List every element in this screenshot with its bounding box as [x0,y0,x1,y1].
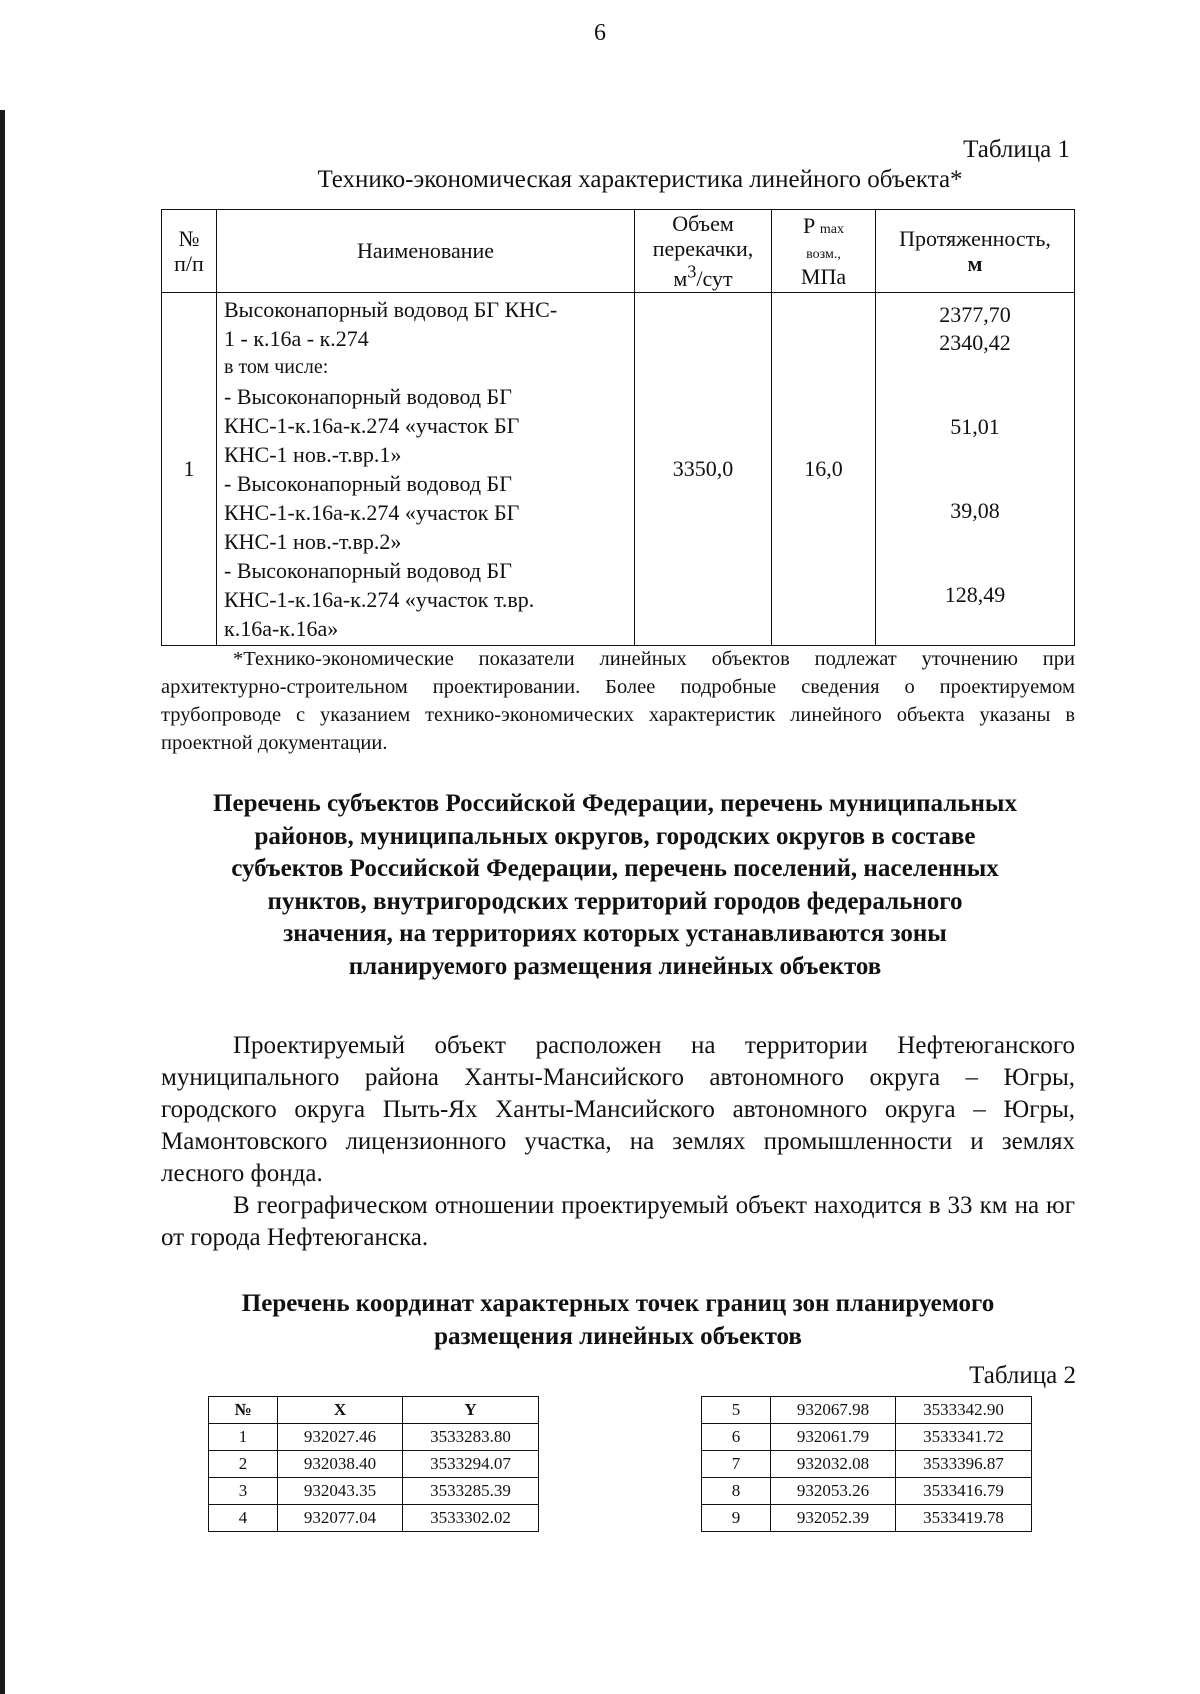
coord-num: 2 [209,1451,278,1478]
technical-table-header-row [162,210,1075,293]
coord-row [702,1397,1032,1424]
header-pressure-unit: МПа [800,263,847,289]
coord-num: 4 [209,1505,278,1532]
coord-row [209,1478,539,1505]
coord-y: 3533302.02 [403,1505,539,1532]
coord-num: 8 [702,1478,771,1505]
row-name [217,293,635,646]
header-name: Наименование [217,210,635,293]
coord-row [702,1505,1032,1532]
table1-footnote: *Технико-экономические показатели линейных объектов подлежат уточнению при архитектурно-строительном проектировании. Более подробные сведения о проектируемом трубопроводе с указанием технико-экономических характеристик линейного объекта указаны в проектной документации. [161,648,1075,754]
coordinates-table-right [701,1396,1032,1532]
section-heading-territories [150,788,1080,983]
header-length [876,210,1075,293]
row-volume: 3350,0 [635,293,772,646]
heading-line: пунктов, внутригородских территорий городов федерального [267,887,963,915]
header-num [162,210,217,293]
coord-y: 3533341.72 [896,1424,1032,1451]
name-line: - Высоконапорный водовод БГ [224,558,512,583]
technical-table-row [162,293,1075,646]
header-volume-unit [673,261,733,291]
coord-row [209,1505,539,1532]
coord-num: 3 [209,1478,278,1505]
row-lengths [876,293,1075,646]
page-number: 6 [594,20,606,46]
coord-x: 932052.39 [771,1505,896,1532]
heading-line: значения, на территориях которых устанавливаются зоны [283,920,947,947]
coord-header-row [209,1397,539,1424]
coordinates-table-left [208,1396,539,1532]
coord-header-y: Y [403,1397,539,1424]
heading-line: Перечень субъектов Российской Федерации, перечень муниципальных [213,790,1017,817]
scan-edge-bar [0,110,5,1694]
coord-row [702,1478,1032,1505]
heading-line: планируемого размещения линейных объектов [348,952,882,980]
coord-y: 3533419.78 [896,1505,1032,1532]
row-pressure: 16,0 [772,293,876,646]
header-pressure-sub: max [819,222,845,238]
coord-row [209,1451,539,1478]
coord-y: 3533283.80 [403,1424,539,1451]
coord-num: 9 [702,1505,771,1532]
coord-y: 3533396.87 [896,1451,1032,1478]
coord-x: 932032.08 [771,1451,896,1478]
length-segment-1: 51,01 [950,414,1000,439]
length-total: 2377,70 [939,302,1011,327]
header-volume-line2: перекачки, [652,236,754,262]
coord-x: 932053.26 [771,1478,896,1505]
coord-row [209,1424,539,1451]
coord-x: 932067.98 [771,1397,896,1424]
header-length-unit: м [967,251,983,276]
coord-row [702,1451,1032,1478]
coord-x: 932038.40 [278,1451,403,1478]
length-total-alt: 2340,42 [939,330,1011,355]
name-line: 1 - к.16а - к.274 [224,326,369,351]
name-line: Высоконапорный водовод БГ КНС- [224,297,558,322]
coord-header-num: № [209,1397,278,1424]
coord-num: 6 [702,1424,771,1451]
name-line: КНС-1-к.16а-к.274 «участок БГ [224,413,520,438]
coord-y: 3533342.90 [896,1397,1032,1424]
table1-title: Технико-экономическая характеристика линейного объекта* [317,166,963,193]
header-length-line1: Протяженность, [899,225,1051,251]
coord-num: 7 [702,1451,771,1478]
unit-per-day: /сут [696,265,733,291]
name-line: КНС-1-к.16а-к.274 «участок БГ [224,500,520,525]
header-num-line2: п/п [174,251,204,276]
paragraph-geography: В географическом отношении проектируемый объект находится в 33 км на юг от города Нефтеюганска. [161,1192,1075,1251]
coord-y: 3533285.39 [403,1478,539,1505]
coord-y: 3533416.79 [896,1478,1032,1505]
technical-table [161,209,1075,646]
name-line: - Высоконапорный водовод БГ [224,471,512,496]
heading-line: Перечень координат характерных точек границ зон планируемого [241,1290,995,1317]
coord-x: 932061.79 [771,1424,896,1451]
paragraph-location: Проектируемый объект расположен на территории Нефтеюганского муниципального района Ханты-Мансийского автономного округа – Югры, городского округа Пыть-Ях Ханты-Мансийского автономного округа – Югры, Мамонтовского лицензионного участка, на землях промышленности и землях лесного фонда. [161,1032,1075,1187]
heading-line: субъектов Российской Федерации, перечень поселений, населенных [231,855,999,882]
heading-line: районов, муниципальных округов, городских округов в составе [254,822,976,850]
header-num-line1: № [178,225,200,251]
coord-y: 3533294.07 [403,1451,539,1478]
table1-label: Таблица 1 [963,136,1070,163]
coord-num: 5 [702,1397,771,1424]
header-pressure-small: возм., [806,247,841,263]
body-text [161,1030,1075,1254]
coord-x: 932027.46 [278,1424,403,1451]
coord-x: 932077.04 [278,1505,403,1532]
length-segment-2: 39,08 [950,498,1000,523]
coord-row [702,1424,1032,1451]
name-line: КНС-1 нов.-т.вр.1» [224,442,402,467]
name-line: - Высоконапорный водовод БГ [224,384,512,409]
length-segment-3: 128,49 [944,582,1006,607]
header-pressure [772,210,876,293]
name-line: в том числе: [224,356,329,378]
unit-m: м [673,265,688,291]
header-volume [635,210,772,293]
unit-sup: 3 [687,261,697,282]
section-heading-coordinates [161,1288,1075,1353]
table2-label: Таблица 2 [969,1362,1076,1389]
coord-header-x: X [278,1397,403,1424]
coord-x: 932043.35 [278,1478,403,1505]
name-line: КНС-1-к.16а-к.274 «участок т.вр. [224,587,535,612]
heading-line: размещения линейных объектов [434,1322,802,1350]
header-volume-line1: Объем [672,210,734,236]
name-line: КНС-1 нов.-т.вр.2» [224,529,402,554]
row-num: 1 [162,293,217,646]
coord-num: 1 [209,1424,278,1451]
name-line: к.16а-к.16а» [224,616,339,641]
header-pressure-p: P [802,213,815,239]
